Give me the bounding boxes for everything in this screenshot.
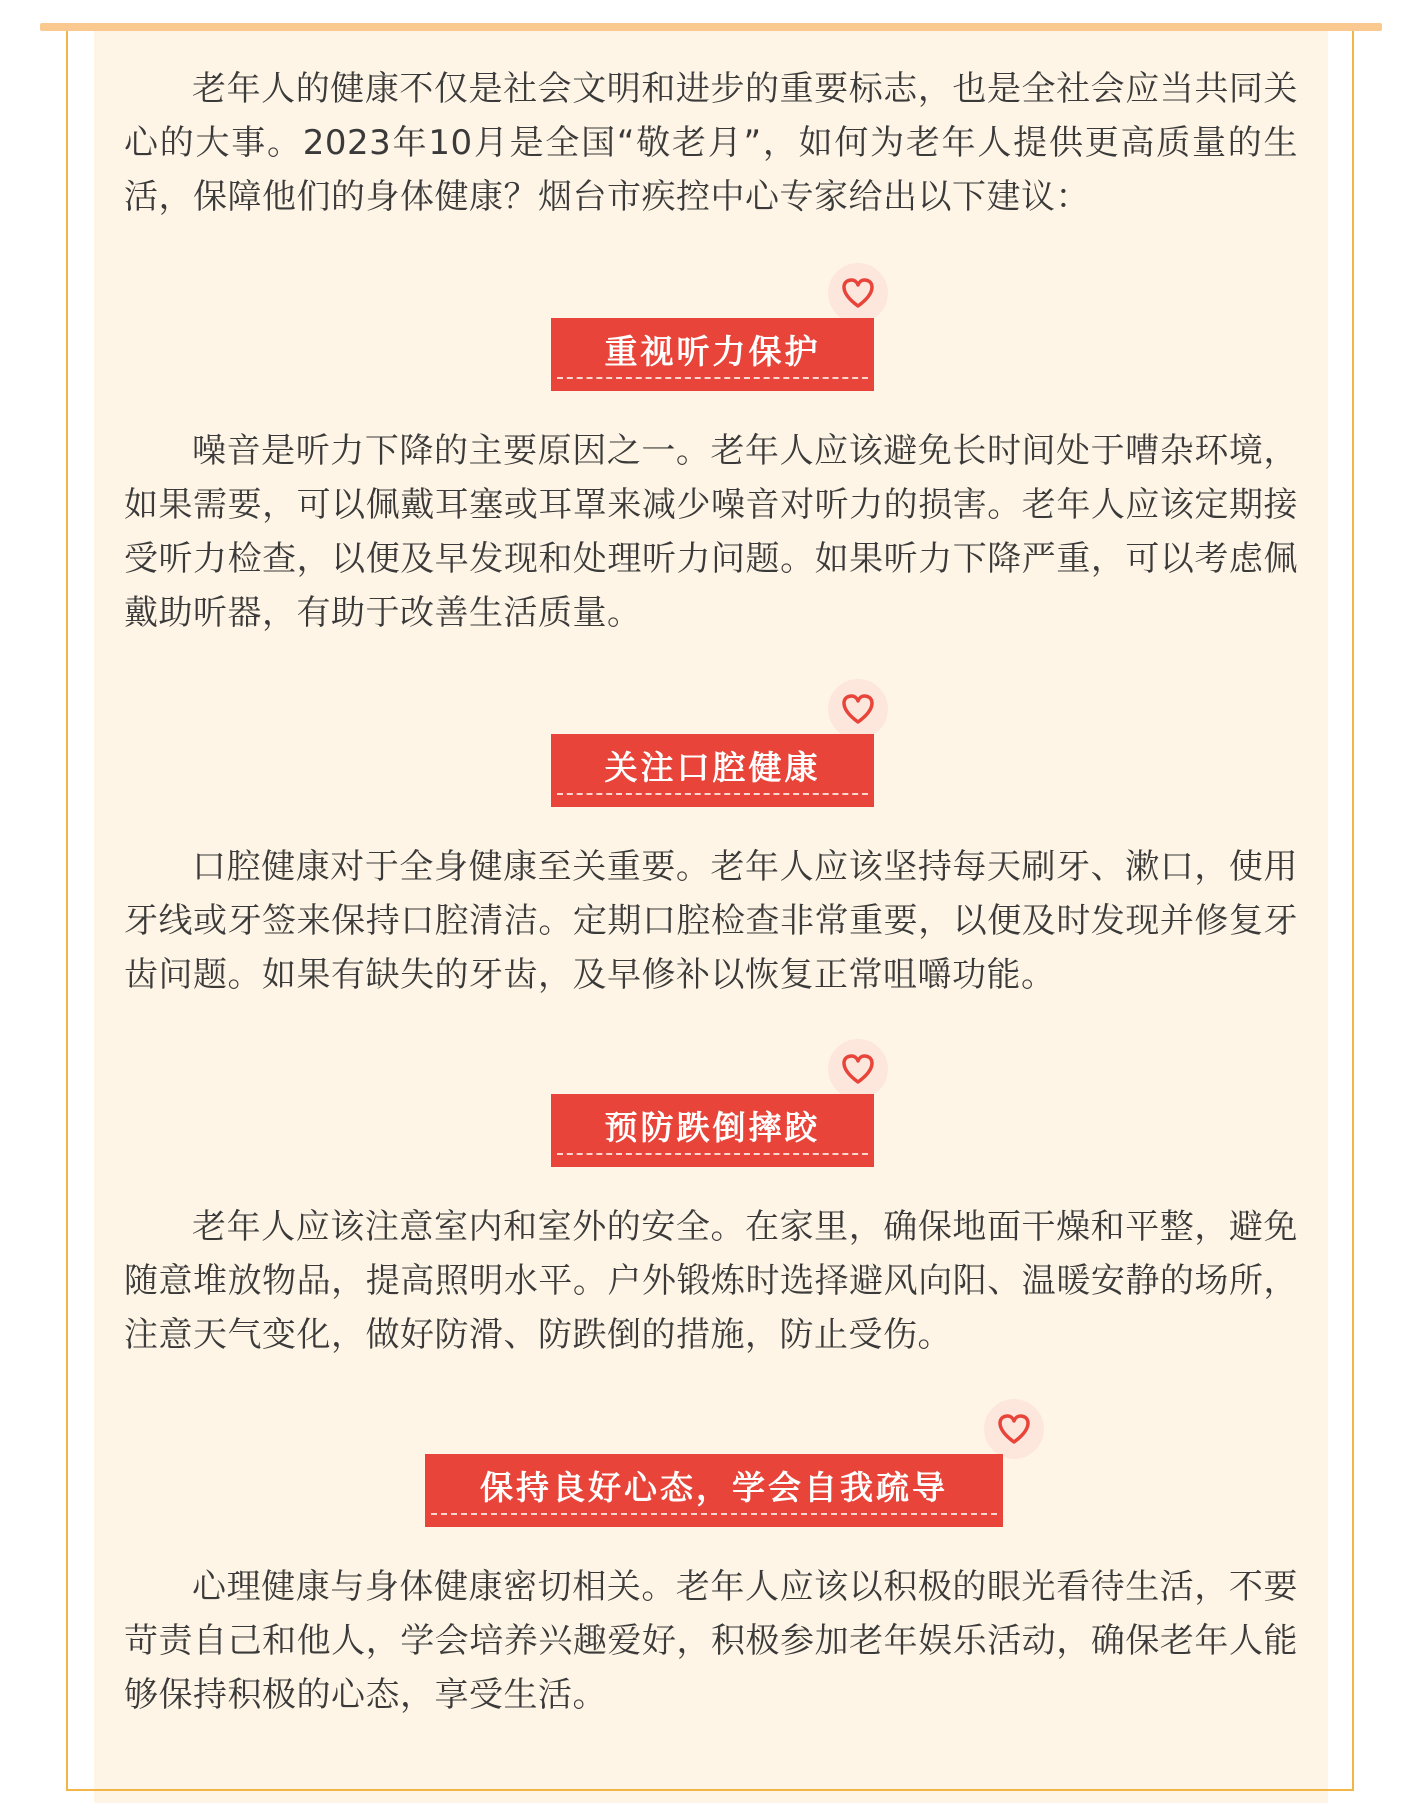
section-heading <box>551 318 874 391</box>
heading-dashed-line <box>557 377 868 379</box>
heading-dashed-line <box>557 1153 868 1155</box>
section-paragraph: 噪音是听力下降的主要原因之一。老年人应该避免长时间处于嘈杂环境，如果需要，可以佩戴耳塞或耳罩来减少噪音对听力的损害。老年人应该定期接受听力检查，以便及早发现和处理听力问题。如果听力下降严重，可以考虑佩戴助听器，有助于改善生活质量。 <box>124 431 1298 633</box>
section-heading <box>551 1094 874 1167</box>
section-heading-text: 预防跌倒摔跤 <box>604 1108 821 1147</box>
section-paragraph: 口腔健康对于全身健康至关重要。老年人应该坚持每天刷牙、漱口，使用牙线或牙签来保持口腔清洁。定期口腔检查非常重要，以便及时发现并修复牙齿问题。如果有缺失的牙齿，及早修补以恢复正常咀嚼功能。 <box>124 847 1298 995</box>
section-paragraph: 心理健康与身体健康密切相关。老年人应该以积极的眼光看待生活，不要苛责自己和他人，学会培养兴趣爱好，积极参加老年娱乐活动，确保老年人能够保持积极的心态，享受生活。 <box>124 1567 1298 1715</box>
heart-icon <box>984 1399 1044 1459</box>
heart-icon <box>828 263 888 323</box>
section-heading-text: 关注口腔健康 <box>604 748 821 787</box>
section-heading <box>551 734 874 807</box>
intro-paragraph: 老年人的健康不仅是社会文明和进步的重要标志，也是全社会应当共同关心的大事。2023年10月是全国“敬老月”，如何为老年人提供更高质量的生活，保障他们的身体健康？烟台市疾控中心专家给出以下建议： <box>124 69 1298 217</box>
heart-icon <box>828 1039 888 1099</box>
section-paragraph: 老年人应该注意室内和室外的安全。在家里，确保地面干燥和平整，避免随意堆放物品，提高照明水平。户外锻炼时选择避风向阳、温暖安静的场所，注意天气变化，做好防滑、防跌倒的措施，防止受伤。 <box>124 1207 1298 1355</box>
heart-icon <box>828 679 888 739</box>
top-decoration-bar <box>40 23 1382 31</box>
section-heading-text: 重视听力保护 <box>604 332 821 371</box>
section-heading <box>425 1454 1003 1527</box>
heading-dashed-line <box>431 1513 997 1515</box>
heading-dashed-line <box>557 793 868 795</box>
section-heading-text: 保持良好心态，学会自我疏导 <box>480 1468 948 1507</box>
